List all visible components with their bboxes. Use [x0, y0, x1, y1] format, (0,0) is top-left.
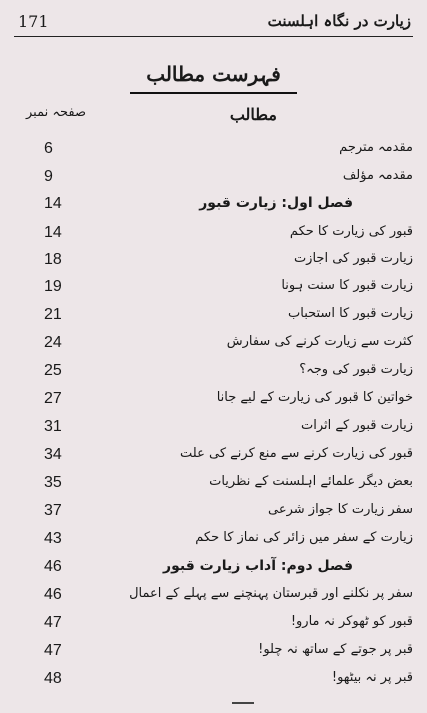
toc-entry[interactable]: [20, 224, 413, 250]
toc-label: زیارت قبور کی اجازت: [293, 251, 413, 266]
toc-entry[interactable]: [20, 474, 413, 500]
toc-label: زیارت قبور کا استحباب: [288, 306, 413, 321]
toc-page: 47: [44, 642, 62, 659]
toc-entry[interactable]: [20, 390, 413, 416]
toc-page: 34: [44, 446, 62, 463]
toc-label: زیارت قبور کے اثرات: [301, 418, 413, 433]
toc-page: 43: [44, 530, 62, 547]
toc-entry[interactable]: [20, 306, 413, 332]
running-head: [14, 0, 413, 37]
toc-page: 18: [44, 251, 62, 268]
toc-entry[interactable]: [20, 446, 413, 472]
toc-label: بعض دیگر علمائے اہلسنت کے نظریات: [209, 474, 413, 489]
toc-label: فصل دوم: آداب زیارت قبور: [163, 558, 353, 574]
toc-entry[interactable]: [20, 251, 413, 277]
toc-label: قبور کو ٹھوکر نہ مارو!: [290, 614, 413, 629]
toc-label: قبر پر جوتے کے ساتھ نہ چلو!: [258, 642, 413, 657]
toc-page: 24: [44, 334, 62, 351]
toc-label: مقدمہ مترجم: [339, 140, 413, 155]
toc-entry[interactable]: [20, 168, 413, 194]
toc-page: 19: [44, 278, 62, 295]
toc-entry[interactable]: [20, 670, 413, 696]
toc-entry[interactable]: [20, 586, 413, 612]
toc-page: 14: [44, 224, 62, 241]
toc-label: قبر پر نہ بیٹھو!: [331, 670, 413, 685]
footer-mark: [232, 702, 254, 704]
toc-entry[interactable]: [20, 614, 413, 640]
toc-label: سفر زیارت کا جواز شرعی: [268, 502, 413, 517]
toc-entry[interactable]: [20, 278, 413, 304]
toc-label: زیارت کے سفر میں زائر کی نماز کا حکم: [195, 530, 413, 545]
toc-entry[interactable]: [20, 140, 413, 166]
toc-page: 9: [44, 168, 53, 185]
toc-title: [0, 62, 427, 94]
toc-label: زیارت قبور کا سنت ہونا: [281, 278, 413, 293]
toc-entry[interactable]: [20, 418, 413, 444]
toc-label: فصل اول: زیارت قبور: [199, 195, 353, 211]
toc-label: خواتین کا قبور کی زیارت کے لیے جانا: [216, 390, 413, 405]
toc-entry[interactable]: [20, 502, 413, 528]
toc-label: قبور کی زیارت کا حکم: [289, 224, 413, 239]
column-header-page: صفحہ نمبر: [26, 105, 86, 120]
toc-entry[interactable]: [20, 642, 413, 668]
toc-section-entry[interactable]: [20, 195, 413, 221]
toc-page: 25: [44, 362, 62, 379]
toc-page: 48: [44, 670, 62, 687]
toc-label: قبور کی زیارت کرنے سے منع کرنے کی علت: [180, 446, 413, 461]
toc-title-text: فہرست مطالب: [130, 62, 297, 94]
toc-entry[interactable]: [20, 334, 413, 360]
toc-entry[interactable]: [20, 530, 413, 556]
toc-page: 6: [44, 140, 53, 157]
toc-label: زیارت قبور کی وجہ؟: [299, 362, 413, 377]
page-number: 171: [18, 12, 49, 31]
column-header-topics: مطالب: [229, 105, 277, 124]
book-title: زیارت در نگاہ اہلسنت: [267, 12, 411, 30]
toc-page: 21: [44, 306, 62, 323]
toc-entry[interactable]: [20, 362, 413, 388]
toc-page: 31: [44, 418, 62, 435]
toc-label: مقدمہ مؤلف: [342, 168, 413, 183]
toc-page: 46: [44, 558, 62, 575]
toc-page: 14: [44, 195, 62, 212]
toc-page: 46: [44, 586, 62, 603]
toc-page: 47: [44, 614, 62, 631]
toc-label: کثرت سے زیارت کرنے کی سفارش: [226, 334, 413, 349]
toc-page: 27: [44, 390, 62, 407]
toc-label: سفر پر نکلنے اور قبرستان پہنچنے سے پہلے کے اعمال: [129, 586, 413, 601]
toc-page: 35: [44, 474, 62, 491]
toc-section-entry[interactable]: [20, 558, 413, 584]
toc-page: 37: [44, 502, 62, 519]
